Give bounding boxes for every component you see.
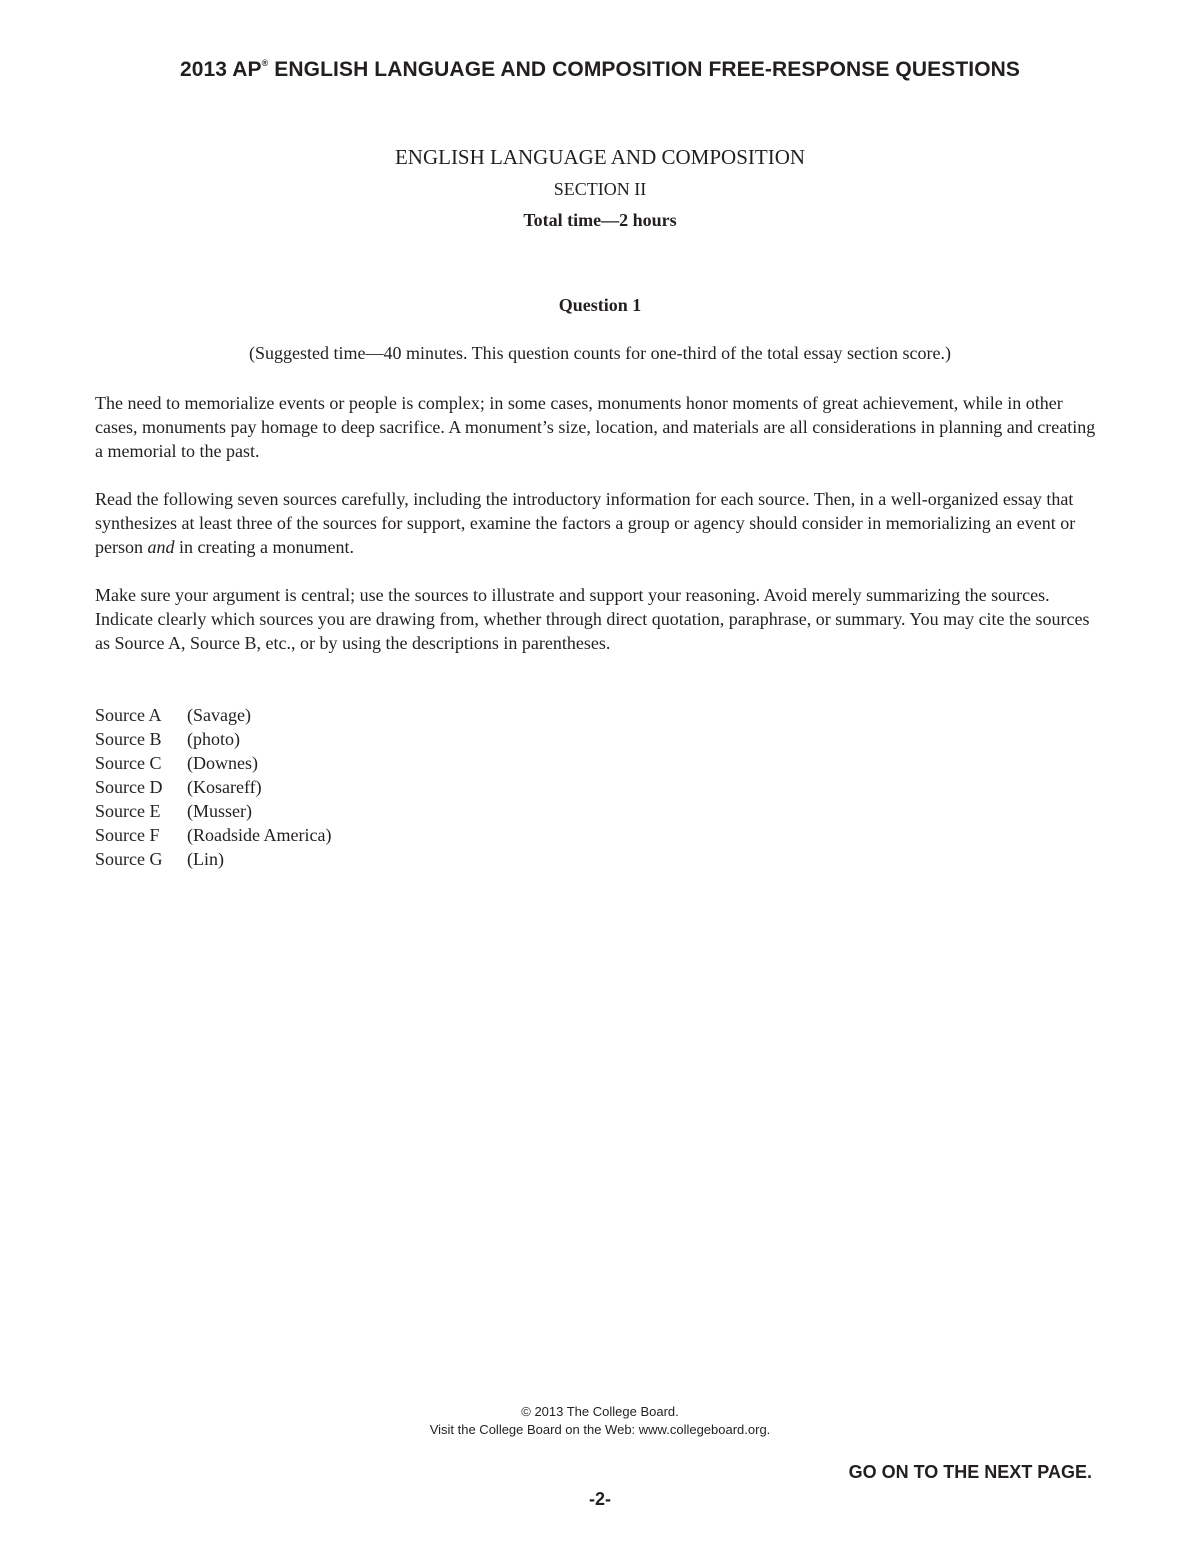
prompt-paragraph-2 <box>95 487 1105 559</box>
source-description: (Lin) <box>187 849 224 869</box>
header-title-suffix: ENGLISH LANGUAGE AND COMPOSITION FREE-RESPONSE QUESTIONS <box>268 58 1021 81</box>
source-description: (Kosareff) <box>187 777 262 797</box>
source-description: (Musser) <box>187 801 252 821</box>
source-label: Source G <box>95 849 163 869</box>
list-item <box>95 703 331 727</box>
list-item <box>95 799 331 823</box>
source-description: (photo) <box>187 729 240 749</box>
source-label: Source F <box>95 825 160 845</box>
registered-mark: ® <box>261 58 269 68</box>
prompt-paragraph-2-end: in creating a monument. <box>174 537 354 557</box>
list-item <box>95 751 331 775</box>
page-header <box>0 58 1200 82</box>
source-description: (Roadside America) <box>187 825 332 845</box>
source-description: (Downes) <box>187 753 258 773</box>
prompt-paragraph-2-emphasis: and <box>147 537 175 557</box>
source-list <box>95 703 331 871</box>
section-title: ENGLISH LANGUAGE AND COMPOSITION <box>394 145 806 169</box>
total-time: Total time—2 hours <box>523 210 677 230</box>
list-item <box>95 775 331 799</box>
source-label: Source D <box>95 777 163 797</box>
footer-copyright: © 2013 The College Board. <box>521 1404 679 1419</box>
source-description: (Savage) <box>187 705 251 725</box>
list-item <box>95 823 331 847</box>
prompt-paragraph-1: The need to memorialize events or people is complex; in some cases, monuments honor moments of great achievement, while in other cases, monuments pay homage to deep sacrifice. A monument’s size, location, and materials are all considerations in planning and creating a memorial to the past. <box>95 393 1096 461</box>
header-title-prefix: 2013 AP <box>179 58 262 81</box>
page-number: -2- <box>589 1489 611 1509</box>
section-subtitle: SECTION II <box>553 179 647 199</box>
go-next-page-notice: GO ON TO THE NEXT PAGE. <box>848 1462 1092 1482</box>
prompt-paragraph-3: Make sure your argument is central; use the sources to illustrate and support your reasoning. Avoid merely summarizing the sources. Indicate clearly which sources you are drawing from, whether through direct quotation, paraphrase, or summary. You may cite the sources as Source A, Source B, etc., or by using the descriptions in parentheses. <box>95 585 1090 653</box>
source-label: Source A <box>95 705 162 725</box>
footer-visit-line: Visit the College Board on the Web: www.collegeboard.org. <box>429 1422 771 1437</box>
source-label: Source E <box>95 801 161 821</box>
suggested-time: (Suggested time—40 minutes. This question counts for one-third of the total essay section score.) <box>248 343 952 363</box>
source-label: Source C <box>95 753 162 773</box>
source-label: Source B <box>95 729 162 749</box>
list-item <box>95 727 331 751</box>
prompt-paragraph-2-start: Read the following seven sources carefully, including the introductory information for each source. Then, in a well-organized essay that synthesizes at least three of the sources for support, examine the factors a group or agency should consider in memorializing an event or person <box>95 489 1076 557</box>
question-title: Question 1 <box>558 295 642 315</box>
list-item <box>95 847 331 871</box>
